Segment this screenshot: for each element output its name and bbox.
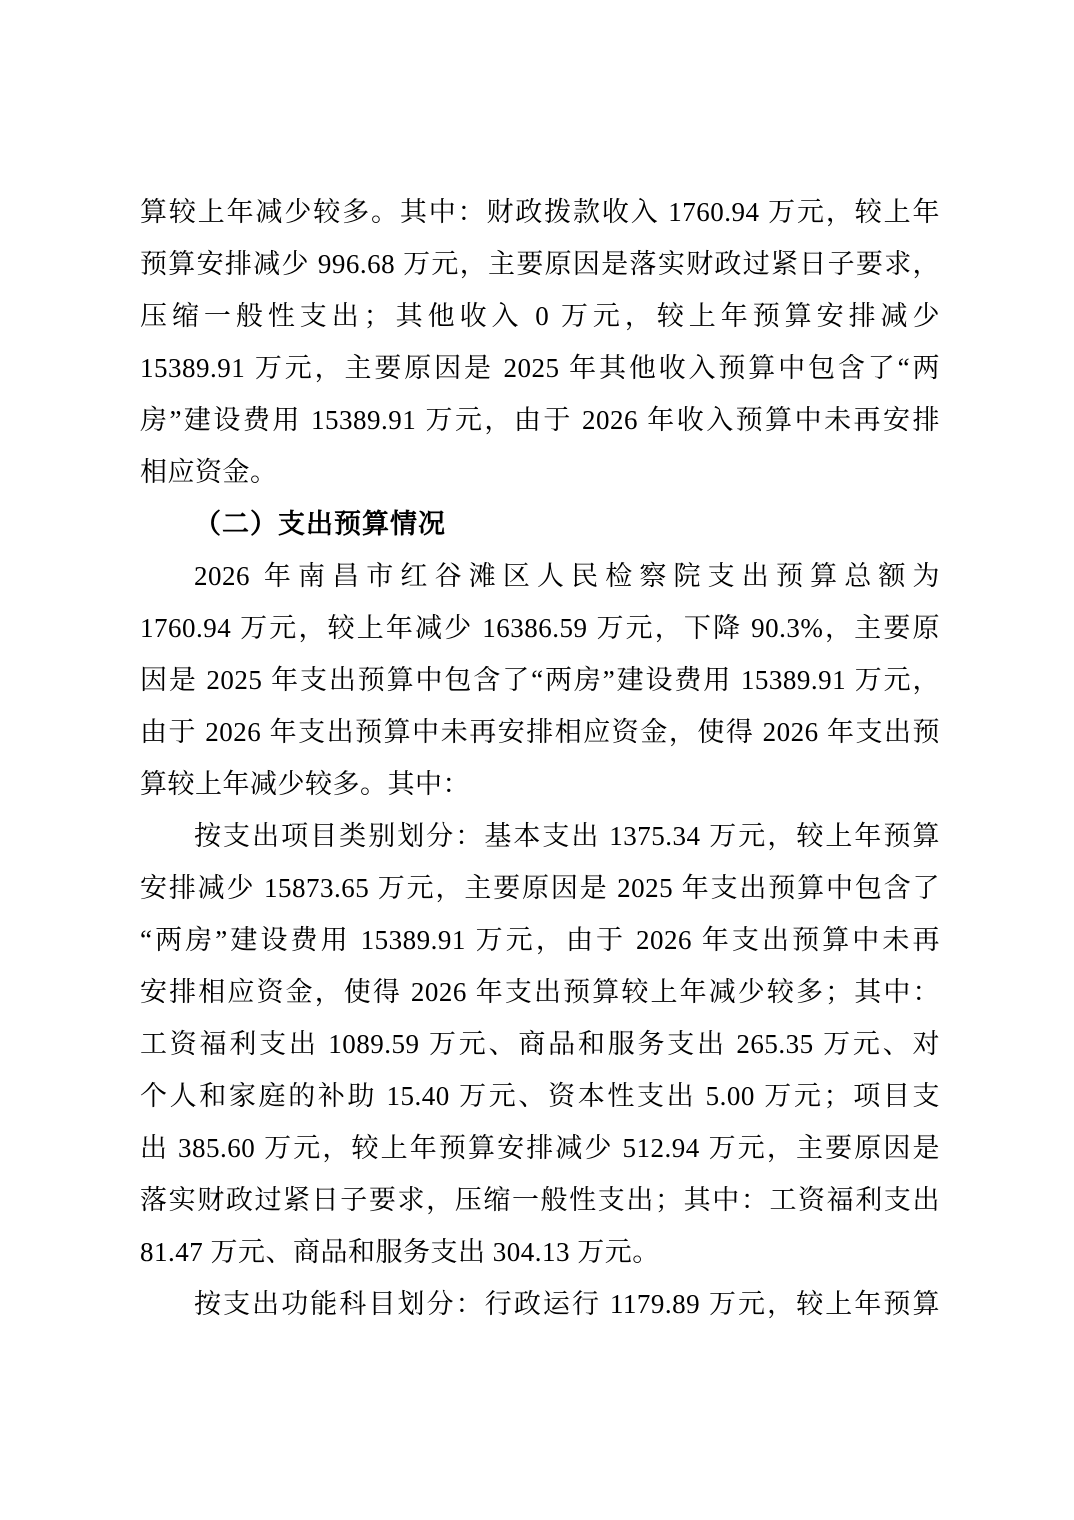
text-line: 81.47 万元、商品和服务支出 304.13 万元。 <box>140 1237 660 1267</box>
text-line: 按支出项目类别划分：基本支出 1375.34 万元，较上年预算 <box>194 821 940 851</box>
text-line: 算较上年减少较多。其中： <box>140 769 470 799</box>
text-line: 出 385.60 万元，较上年预算安排减少 512.94 万元，主要原因是 <box>140 1133 940 1163</box>
text-line: 个人和家庭的补助 15.40 万元、资本性支出 5.00 万元；项目支 <box>140 1081 940 1111</box>
text-line: 由于 2026 年支出预算中未再安排相应资金，使得 2026 年支出预 <box>140 717 940 747</box>
text-line: 安排减少 15873.65 万元，主要原因是 2025 年支出预算中包含了 <box>140 873 940 903</box>
text-line: 房”建设费用 15389.91 万元，由于 2026 年收入预算中未再安排 <box>140 405 940 435</box>
text-line: 按支出功能科目划分：行政运行 1179.89 万元，较上年预算 <box>194 1289 940 1319</box>
text-line: 15389.91 万元，主要原因是 2025 年其他收入预算中包含了“两 <box>140 353 940 383</box>
document-text-block <box>140 186 940 1330</box>
text-line: “两房”建设费用 15389.91 万元，由于 2026 年支出预算中未再 <box>140 925 940 955</box>
text-line: 工资福利支出 1089.59 万元、商品和服务支出 265.35 万元、对 <box>140 1029 940 1059</box>
text-line: 1760.94 万元，较上年减少 16386.59 万元，下降 90.3%，主要原 <box>140 613 940 643</box>
text-line: 2026 年南昌市红谷滩区人民检察院支出预算总额为 <box>194 561 940 591</box>
section-heading: （二）支出预算情况 <box>194 509 446 539</box>
text-line: 压缩一般性支出；其他收入 0 万元，较上年预算安排减少 <box>140 301 940 331</box>
text-line: 安排相应资金，使得 2026 年支出预算较上年减少较多；其中： <box>140 977 940 1007</box>
text-line: 预算安排减少 996.68 万元，主要原因是落实财政过紧日子要求， <box>140 249 940 279</box>
text-line: 落实财政过紧日子要求，压缩一般性支出；其中：工资福利支出 <box>140 1185 940 1215</box>
text-line: 算较上年减少较多。其中：财政拨款收入 1760.94 万元，较上年 <box>140 197 940 227</box>
text-line: 因是 2025 年支出预算中包含了“两房”建设费用 15389.91 万元， <box>140 665 940 695</box>
text-line: 相应资金。 <box>140 457 278 487</box>
